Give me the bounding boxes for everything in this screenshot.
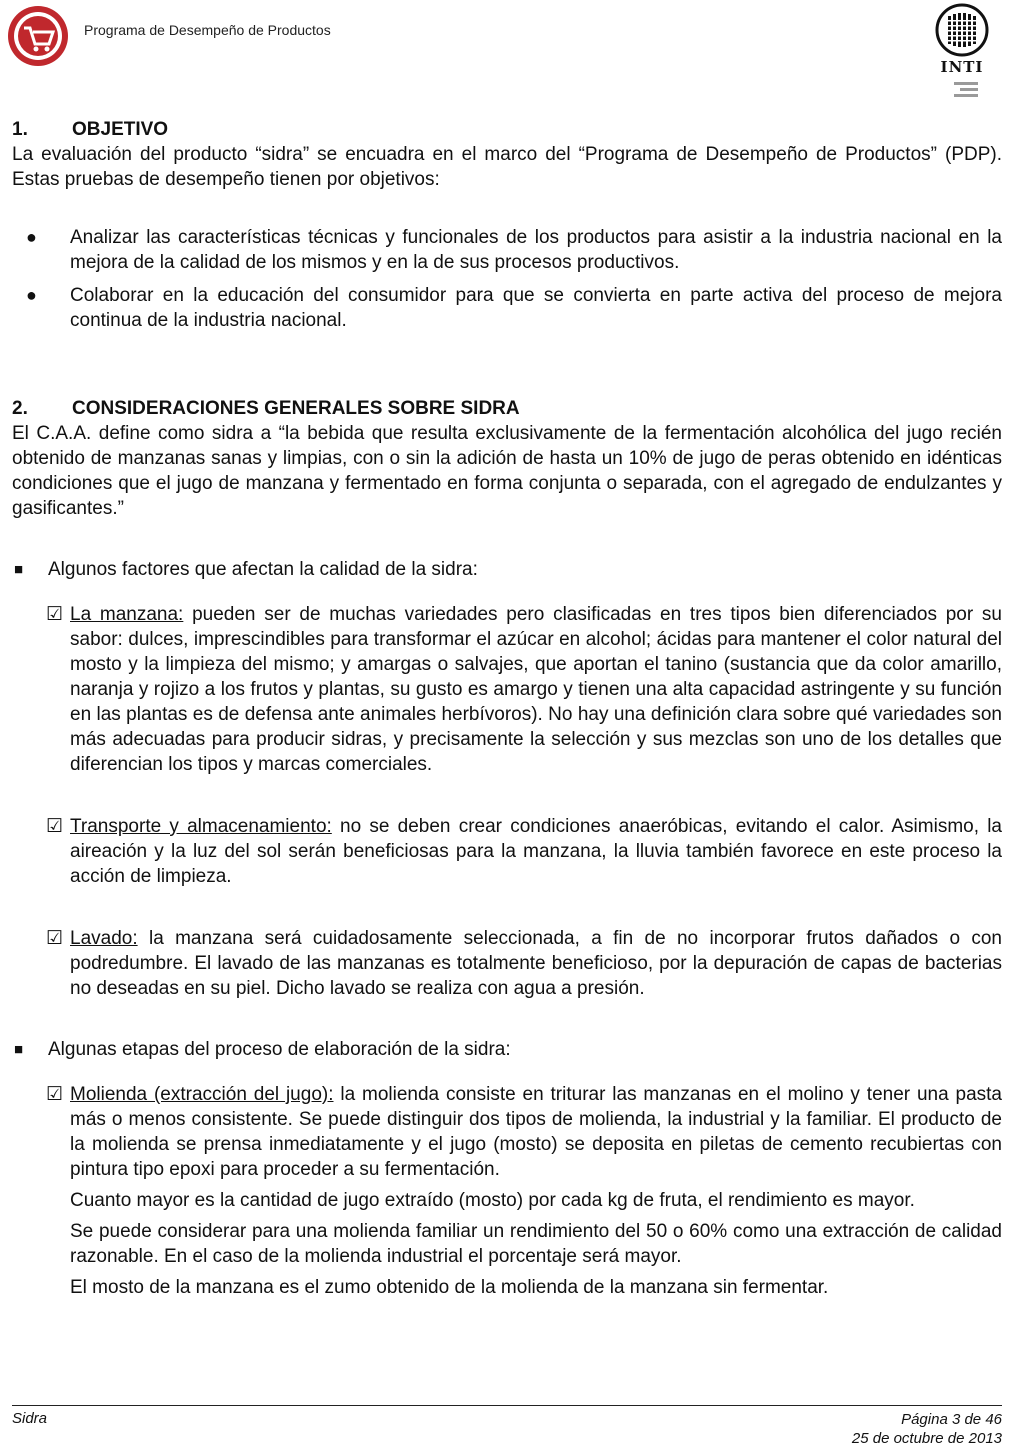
inti-logo-bars: [954, 82, 978, 100]
square-bullet-icon: ■: [14, 1041, 24, 1058]
square-bullet-icon: ■: [14, 561, 24, 578]
section-1-title: OBJETIVO: [72, 119, 169, 140]
stage-text: la molienda consiste en triturar las manzanas en el molino y tener una pasta más o menos consistente. Se puede distinguir dos tipos de molienda, la industrial y la familiar. El producto de la molienda se prensa inmediatamente y el jugo (mosto) se deposita en piletas de cemento recubiertas con pintura tipo epoxi para proceder a su fermentación.: [70, 1084, 1002, 1180]
inti-logo-text: INTI: [940, 58, 984, 76]
objectives-list: [12, 225, 1002, 333]
header-title: Programa de Desempeño de Productos: [84, 22, 331, 38]
section-2-number: 2.: [12, 398, 28, 419]
checkbox-checked-icon: ☑: [46, 604, 64, 625]
factor-text: la manzana será cuidadosamente seleccionada, a fin de no incorporar frutos dañados o con podredumbre. El lavado de las manzanas es totalmente beneficioso, por la depuración de capas de bacterias no deseadas en su piel. Dicho lavado se realiza con agua a presión.: [70, 928, 1002, 999]
factor-item: [46, 814, 1002, 889]
stage-paragraph: Se puede considerar para una molienda familiar un rendimiento del 50 o 60% como una extracción de calidad razonable. En el caso de la molienda industrial el porcentaje será mayor.: [70, 1221, 1002, 1267]
inti-logo: [930, 2, 994, 102]
factor-label: La manzana:: [70, 604, 184, 625]
inti-emblem-icon: [930, 2, 994, 58]
bullet-icon: ●: [26, 227, 37, 247]
stage-paragraph: El mosto de la manzana es el zumo obtenido de la molienda de la manzana sin fermentar.: [70, 1277, 829, 1298]
factor-label: Lavado:: [70, 928, 138, 949]
page-footer: [12, 1405, 1002, 1447]
section-1-number: 1.: [12, 119, 28, 140]
checkbox-checked-icon: ☑: [46, 928, 64, 949]
footer-document-name: Sidra: [12, 1410, 48, 1427]
factor-text: pueden ser de muchas variedades pero clasificadas en tres tipos bien diferenciados por su sabor: dulces, imprescindibles para transformar el azúcar en alcohol; ácidas para mantener el color natural del mosto y la limpieza del mismo; y amargas o salvajes, que aportan el tanino (sustancia que da color amarillo, naranja y rojizo a los frutos y plantas, su gusto es amargo y tienen una alta capacidad astringente y su función en las plantas es de defensa ante animales herbívoros). No hay una definición clara sobre qué variedades son más adecuadas para producir sidras, y precisamente la selección y sus mezclas son uno de los detalles que diferencian los tipos y marcas comerciales.: [70, 604, 1002, 775]
stage-label: Molienda (extracción del jugo):: [70, 1084, 334, 1105]
footer-date: 25 de octubre de 2013: [851, 1430, 1002, 1447]
section-1-intro: La evaluación del producto “sidra” se encuadra en el marco del “Programa de Desempeño de Productos” (PDP). Estas pruebas de desempeño tienen por objetivos:: [12, 144, 1002, 190]
footer-page-number: Página 3 de 46: [901, 1411, 1002, 1428]
page-header: [0, 0, 1024, 110]
bullet-icon: ●: [26, 285, 37, 305]
checkbox-checked-icon: ☑: [46, 1084, 64, 1105]
factors-heading: ■ Algunos factores que afectan la calidad de la sidra:: [14, 559, 478, 580]
section-1-heading: [12, 117, 1002, 142]
checkbox-checked-icon: ☑: [46, 816, 64, 837]
factor-item: [46, 926, 1002, 1001]
list-item: [12, 225, 1002, 275]
footer-page-info: [852, 1410, 1002, 1448]
objective-text: Analizar las características técnicas y funcionales de los productos para asistir a la industria nacional en la mejora de la calidad de los mismos y en la de sus procesos productivos.: [70, 227, 1002, 273]
section-2-title: CONSIDERACIONES GENERALES SOBRE SIDRA: [72, 398, 520, 419]
stage-paragraph: Cuanto mayor es la cantidad de jugo extraído (mosto) por cada kg de fruta, el rendimiento es mayor.: [70, 1190, 915, 1211]
stages-heading: ■ Algunas etapas del proceso de elaboración de la sidra:: [14, 1039, 511, 1060]
factor-label: Transporte y almacenamiento:: [70, 816, 332, 837]
stage-item: [46, 1082, 1002, 1300]
list-item: [12, 283, 1002, 333]
pdp-logo-icon: [6, 4, 70, 68]
objective-text: Colaborar en la educación del consumidor para que se convierta en parte activa del proceso de mejora continua de la industria nacional.: [70, 285, 1002, 331]
factor-item: [46, 602, 1002, 777]
section-2-heading: [12, 396, 1002, 421]
factor-text: no se deben crear condiciones anaeróbicas, evitando el calor. Asimismo, la aireación y la luz del sol serán beneficiosas para la manzana, la lluvia también favorece en este proceso la acción de limpieza.: [70, 816, 1003, 887]
document-body: [12, 117, 1002, 1300]
section-2-intro: El C.A.A. define como sidra a “la bebida que resulta exclusivamente de la fermentación alcohólica del jugo recién obtenido de manzanas sanas y limpias, con o sin la adición de hasta un 10% de jugo de peras obtenido en idénticas condiciones que el jugo de manzana y fermentado en forma conjunta o separada, con el agregado de endulzantes y gasificantes.”: [12, 423, 1002, 519]
